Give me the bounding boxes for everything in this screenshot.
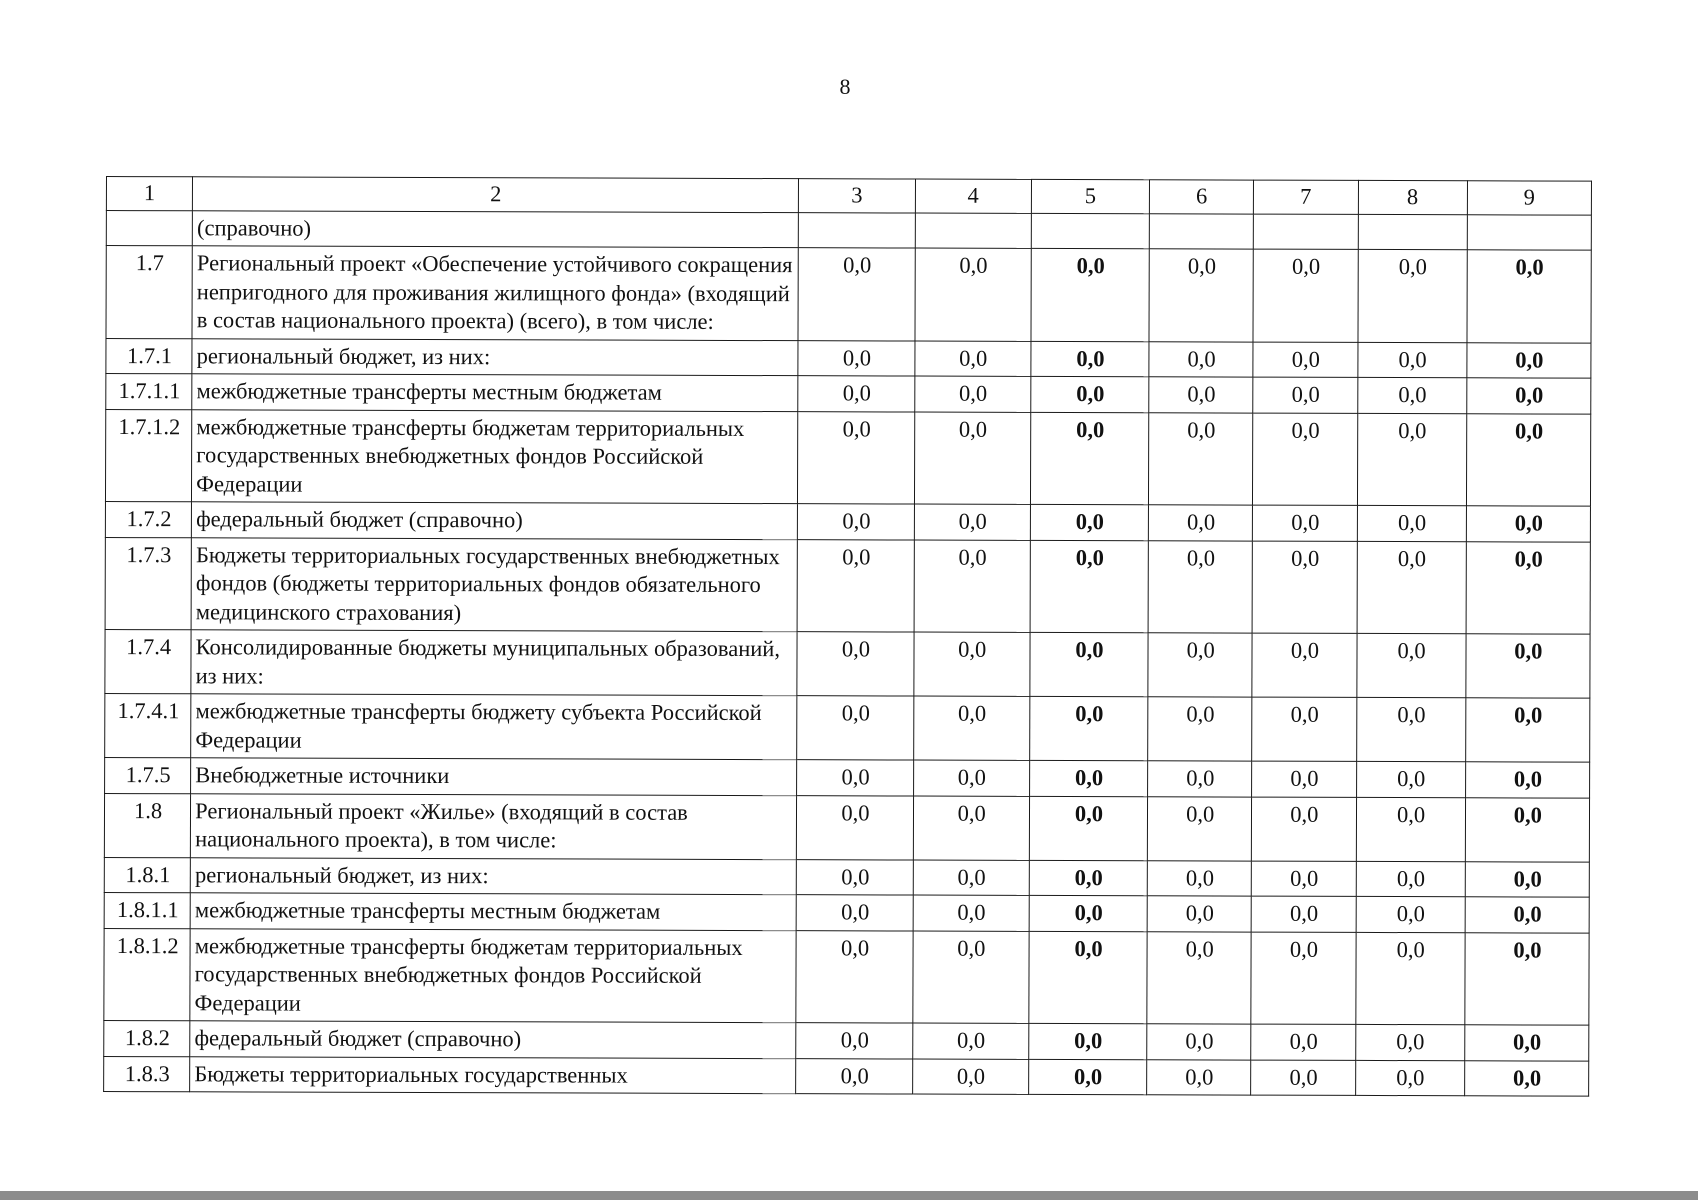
row-name-cell: межбюджетные трансферты местным бюджетам [192, 374, 798, 411]
value-cell: 0,0 [1030, 504, 1148, 540]
value-cell: 0,0 [1029, 760, 1147, 796]
header-cell: 1 [106, 177, 192, 211]
row-name-cell: региональный бюджет, из них: [192, 338, 798, 375]
value-cell: 0,0 [1357, 541, 1467, 634]
value-cell: 0,0 [797, 539, 914, 632]
header-cell: 6 [1149, 180, 1253, 214]
header-cell: 8 [1358, 180, 1467, 214]
value-cell: 0,0 [1148, 505, 1252, 541]
value-cell: 0,0 [914, 504, 1030, 540]
value-cell: 0,0 [1357, 377, 1466, 413]
table-row [105, 501, 1590, 541]
row-number-cell [106, 210, 192, 246]
value-cell: 0,0 [1149, 249, 1253, 342]
value-cell: 0,0 [1465, 797, 1589, 861]
value-cell: 0,0 [1029, 895, 1147, 931]
value-cell: 0,0 [796, 1023, 912, 1059]
value-cell: 0,0 [1253, 377, 1357, 413]
value-cell: 0,0 [1252, 861, 1356, 897]
value-cell: 0,0 [1029, 796, 1147, 860]
value-cell: 0,0 [1031, 248, 1150, 341]
value-cell: 0,0 [915, 248, 1032, 341]
header-cell: 5 [1031, 179, 1149, 213]
table-row [104, 928, 1589, 1025]
value-cell: 0,0 [1356, 797, 1465, 861]
value-cell: 0,0 [1147, 1059, 1251, 1095]
value-cell: 0,0 [1252, 761, 1356, 797]
table-row [105, 409, 1590, 506]
header-row [106, 177, 1591, 215]
value-cell: 0,0 [1251, 932, 1355, 1025]
value-cell: 0,0 [1357, 413, 1467, 506]
row-name-cell: Внебюджетные источники [191, 758, 797, 795]
budget-table [103, 176, 1592, 1097]
value-cell: 0,0 [1464, 1025, 1588, 1061]
value-cell: 0,0 [797, 696, 913, 760]
value-cell: 0,0 [1028, 1059, 1146, 1095]
row-number-cell: 1.7.2 [105, 501, 191, 537]
header-cell: 3 [799, 179, 915, 213]
table-row [106, 210, 1591, 250]
value-cell: 0,0 [914, 376, 1030, 412]
row-number-cell: 1.8.3 [104, 1056, 190, 1092]
table-row [104, 857, 1589, 897]
header-cell: 7 [1254, 180, 1358, 214]
header-cell: 2 [193, 177, 799, 212]
value-cell: 0,0 [1030, 696, 1148, 760]
row-number-cell: 1.7.3 [105, 537, 191, 630]
value-cell: 0,0 [1030, 632, 1148, 696]
value-cell: 0,0 [1029, 1023, 1147, 1059]
value-cell: 0,0 [1149, 341, 1253, 377]
value-cell: 0,0 [1147, 796, 1251, 860]
value-cell: 0,0 [1466, 413, 1591, 506]
value-cell: 0,0 [1355, 932, 1465, 1025]
table-row [105, 757, 1590, 797]
value-cell: 0,0 [1466, 506, 1590, 542]
value-cell: 0,0 [1355, 1024, 1464, 1060]
value-cell: 0,0 [913, 760, 1029, 796]
header-cell: 4 [915, 179, 1031, 213]
value-cell: 0,0 [1464, 1060, 1588, 1096]
value-cell: 0,0 [1251, 1060, 1355, 1096]
value-cell [1254, 214, 1358, 250]
row-number-cell: 1.7.1 [106, 338, 192, 374]
row-name-cell: Консолидированные бюджеты муниципальных образований, из них: [191, 630, 797, 696]
value-cell: 0,0 [1147, 896, 1251, 932]
value-cell: 0,0 [1465, 897, 1589, 933]
value-cell: 0,0 [798, 340, 914, 376]
value-cell: 0,0 [1148, 633, 1252, 697]
value-cell: 0,0 [796, 930, 913, 1023]
row-number-cell: 1.8.1.2 [104, 928, 190, 1021]
row-name-cell: Бюджеты территориальных государственных [190, 1056, 796, 1093]
value-cell: 0,0 [1252, 697, 1356, 761]
row-number-cell: 1.7 [106, 246, 192, 339]
scan-bottom-edge [0, 1191, 1698, 1200]
value-cell: 0,0 [913, 796, 1029, 860]
value-cell: 0,0 [1465, 762, 1589, 798]
value-cell: 0,0 [1147, 931, 1251, 1024]
value-cell: 0,0 [796, 1058, 912, 1094]
value-cell: 0,0 [1251, 1024, 1355, 1060]
value-cell: 0,0 [1252, 541, 1356, 634]
table-row [105, 629, 1590, 698]
row-number-cell: 1.7.5 [105, 757, 191, 793]
value-cell: 0,0 [1030, 412, 1149, 505]
table-row [104, 793, 1589, 862]
value-cell [799, 212, 915, 248]
table-row [106, 246, 1591, 343]
value-cell: 0,0 [797, 632, 913, 696]
row-number-cell: 1.8 [104, 793, 190, 857]
value-cell: 0,0 [912, 931, 1029, 1024]
value-cell: 0,0 [1253, 505, 1357, 541]
value-cell: 0,0 [1465, 698, 1589, 762]
value-cell: 0,0 [1356, 697, 1465, 761]
table-row [104, 1020, 1589, 1060]
value-cell: 0,0 [1253, 342, 1357, 378]
value-cell: 0,0 [1466, 541, 1591, 634]
value-cell: 0,0 [1357, 249, 1467, 342]
value-cell: 0,0 [1149, 412, 1253, 505]
table-body [104, 210, 1592, 1096]
table-header [106, 177, 1591, 215]
row-name-cell: федеральный бюджет (справочно) [192, 502, 798, 539]
value-cell: 0,0 [798, 504, 914, 540]
value-cell [915, 213, 1031, 249]
row-number-cell: 1.7.4 [105, 629, 191, 693]
value-cell: 0,0 [797, 760, 913, 796]
value-cell: 0,0 [914, 540, 1031, 633]
row-name-cell: межбюджетные трансферты бюджетам территориальных государственных внебюджетных фондов Российской Федерации [190, 928, 797, 1022]
row-name-cell: межбюджетные трансферты бюджетам территориальных государственных внебюджетных фондов Российской Федерации [192, 409, 799, 503]
value-cell: 0,0 [1253, 249, 1357, 342]
row-number-cell: 1.8.2 [104, 1020, 190, 1056]
value-cell: 0,0 [1148, 540, 1252, 633]
value-cell: 0,0 [1467, 342, 1591, 378]
row-number-cell: 1.7.1.1 [106, 374, 192, 410]
value-cell: 0,0 [1467, 250, 1592, 343]
table-row [106, 338, 1591, 378]
value-cell: 0,0 [798, 248, 915, 341]
value-cell: 0,0 [913, 895, 1029, 931]
value-cell: 0,0 [1149, 377, 1253, 413]
table-row [104, 1056, 1589, 1096]
row-name-cell: межбюджетные трансферты бюджету субъекта Российской Федерации [191, 694, 797, 760]
value-cell: 0,0 [797, 895, 913, 931]
row-name-cell: Бюджеты территориальных государственных внебюджетных фондов (бюджеты территориальных фондов обязательного медицинского страхования) [191, 537, 798, 631]
value-cell: 0,0 [1466, 634, 1590, 698]
value-cell: 0,0 [1148, 697, 1252, 761]
value-cell: 0,0 [1147, 860, 1251, 896]
value-cell: 0,0 [913, 696, 1029, 760]
value-cell: 0,0 [1465, 932, 1590, 1025]
value-cell [1031, 213, 1149, 249]
value-cell: 0,0 [1356, 761, 1465, 797]
value-cell: 0,0 [798, 411, 915, 504]
value-cell: 0,0 [1029, 931, 1148, 1024]
row-name-cell: Региональный проект «Обеспечение устойчивого сокращения непригодного для проживания жилищного фонда» (входящий в состав национального проекта) (всего), в том числе: [192, 246, 799, 340]
value-cell: 0,0 [1356, 861, 1465, 897]
page-number: 8 [839, 74, 851, 99]
value-cell [1149, 213, 1253, 249]
value-cell: 0,0 [1029, 860, 1147, 896]
value-cell: 0,0 [914, 412, 1031, 505]
row-number-cell: 1.8.1 [104, 857, 190, 893]
value-cell: 0,0 [1465, 861, 1589, 897]
value-cell: 0,0 [913, 860, 1029, 896]
table-row [105, 693, 1590, 762]
value-cell: 0,0 [1357, 505, 1466, 541]
row-number-cell: 1.7.4.1 [105, 693, 191, 757]
value-cell: 0,0 [1251, 896, 1355, 932]
value-cell [1467, 214, 1591, 250]
value-cell: 0,0 [1030, 540, 1149, 633]
row-name-cell: региональный бюджет, из них: [190, 857, 796, 894]
row-name-cell: (справочно) [192, 210, 798, 247]
table-row [105, 537, 1590, 634]
value-cell: 0,0 [912, 1059, 1028, 1095]
value-cell: 0,0 [1356, 896, 1465, 932]
value-cell: 0,0 [1147, 1024, 1251, 1060]
value-cell: 0,0 [1357, 342, 1466, 378]
row-name-cell: Региональный проект «Жилье» (входящий в состав национального проекта), в том числе: [191, 793, 797, 859]
table-row [106, 374, 1591, 414]
value-cell: 0,0 [798, 376, 914, 412]
table-row [104, 892, 1589, 932]
value-cell [1358, 214, 1467, 250]
row-number-cell: 1.8.1.1 [104, 892, 190, 928]
row-number-cell: 1.7.1.2 [105, 409, 191, 502]
value-cell: 0,0 [913, 632, 1029, 696]
value-cell: 0,0 [915, 341, 1031, 377]
value-cell: 0,0 [1252, 797, 1356, 861]
value-cell: 0,0 [1031, 341, 1149, 377]
value-cell: 0,0 [797, 795, 913, 859]
value-cell: 0,0 [1466, 378, 1590, 414]
value-cell: 0,0 [1356, 633, 1465, 697]
value-cell: 0,0 [797, 859, 913, 895]
header-cell: 9 [1467, 181, 1591, 215]
row-name-cell: межбюджетные трансферты местным бюджетам [190, 893, 796, 930]
value-cell: 0,0 [1252, 633, 1356, 697]
value-cell: 0,0 [1355, 1060, 1464, 1096]
row-name-cell: федеральный бюджет (справочно) [190, 1021, 796, 1058]
value-cell: 0,0 [1253, 413, 1357, 506]
value-cell: 0,0 [1148, 761, 1252, 797]
value-cell: 0,0 [1031, 376, 1149, 412]
value-cell: 0,0 [912, 1023, 1028, 1059]
